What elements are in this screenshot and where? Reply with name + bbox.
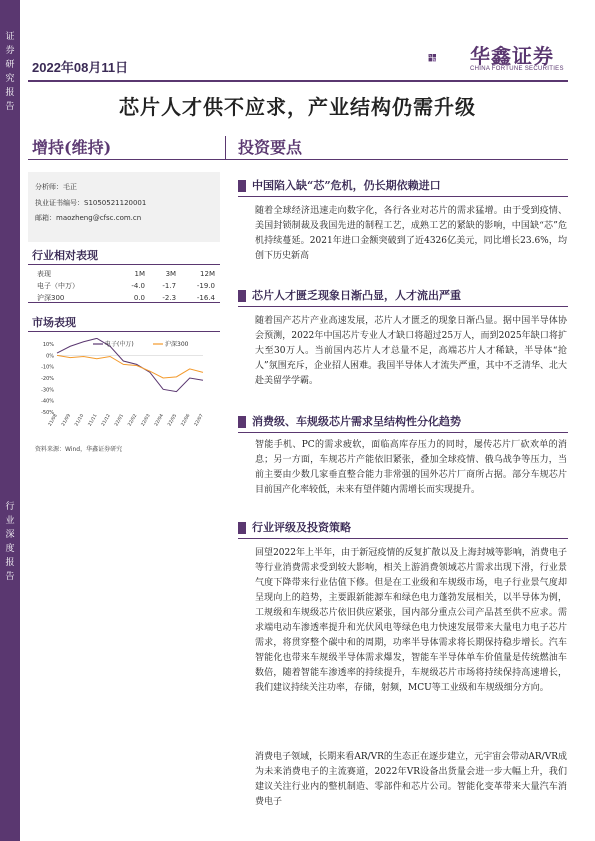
table-cell: 电子（中万） xyxy=(37,282,79,290)
rating: 增持(维持) xyxy=(32,138,112,157)
table-cell: 沪深300 xyxy=(37,294,65,302)
brand-subtitle: CHINA FORTUNE SECURITIES xyxy=(470,66,564,72)
column-divider xyxy=(225,136,226,160)
analyst-email: 邮箱：maozheng@cfsc.com.cn xyxy=(35,214,142,222)
section-body-2: 随着国产芯片产业高速发展，芯片人才匮乏的现象日渐凸显。据中国半导体协会预测，2022年中国芯片专业人才缺口将超过25万人，而到2025年缺口将扩大至30万人。当前国内芯片人才总量不足，高端芯片人才稀缺，半导体“抢人”氛围充斥，企业招人困难。我国半导体人才流失严重，其中不乏清华、北大赴美留学学霸。 xyxy=(255,316,567,386)
section-heading-2 xyxy=(238,286,568,306)
section-body-4: 回望2022年上半年，由于新冠疫情的反复扩散以及上海封城等影响，消费电子等行业消费需求受到较大影响，相关上游消费领域芯片需求出现下滑，行业景气度下降带来行业估值下修。但是在工业级和车规级市场，电子行业景气度却呈现向上的趋势，主要跟新能源车和绿色电力蓬勃发展相关，以半导体为例，工规级和车规级芯片依旧供应紧张，国内部分重点公司产品甚至供不应求。需求端电动车渗透率提升和光伏风电等绿色电力快速发展带来大量电力电子芯片需求，将贯穿整个碳中和的周期，功率半导体需求将长期保持稳步增长。汽车智能化也带来车规级半导体需求爆发，智能车半导体单车价值量是传统燃油车数倍，随着智能车渗透率的持续提升，车规级芯片市场将持续保持高速增长，我们建议持续关注功率，存储，射频，MCU等工业级和车规级细分方向。 xyxy=(255,548,567,693)
market-heading: 市场表现 xyxy=(32,316,76,329)
table-cell: 0.0 xyxy=(133,294,145,302)
y-tick-label: 10% xyxy=(42,342,54,348)
table-header-row xyxy=(35,268,217,280)
section-heading-1 xyxy=(238,176,568,196)
table-cell: -2.3 xyxy=(162,294,177,302)
bullet-square-icon xyxy=(238,522,246,534)
table-header: 12M xyxy=(200,270,215,278)
section-heading-text: 芯片人才匮乏现象日渐凸显，人才流出严重 xyxy=(252,289,461,302)
legend-label: 电子(中万) xyxy=(105,341,134,348)
relative-perf-heading: 行业相对表现 xyxy=(32,249,98,262)
section-heading-3 xyxy=(238,412,568,432)
table-cell: -1.7 xyxy=(162,282,177,290)
chart-source: 资料来源：Wind，华鑫证券研究 xyxy=(35,446,123,453)
section-body-4b: 消费电子领域，长期来看AR/VR的生态正在逐步建立，元宇宙会带动AR/VR成为未来消费电子的主流赛道，2022年VR设备出货量会进一步大幅上升，我们建议关注行业内的整机制造、零部件和芯片公司。智能化变革带来大量汽车消费电子 xyxy=(255,752,567,807)
y-tick-label: -10% xyxy=(41,364,54,371)
market-performance-chart xyxy=(33,338,223,428)
section-body-1: 随着全球经济迅速走向数字化，各行各业对芯片的需求猛增。由于受到疫情、美国封锁制裁及我国先进的制程工艺，成熟工艺的紧缺的影响，中国缺“芯”危机持续蔓延。2021年进口金额突破到了近4326亿美元，同比增长23.6%，均创下历史新高 xyxy=(255,206,567,261)
bullet-square-icon xyxy=(238,416,246,428)
legend-label: 沪深300 xyxy=(165,341,189,348)
y-tick-label: -40% xyxy=(41,398,54,405)
relative-perf-rule xyxy=(28,264,220,265)
section-underline xyxy=(238,432,568,433)
table-header: 3M xyxy=(165,270,177,278)
sidebar xyxy=(0,0,20,841)
section-heading-4 xyxy=(238,518,568,538)
report-title: 芯片人才供不应求，产业结构仍需升级 xyxy=(119,95,476,119)
table-row xyxy=(35,280,217,292)
x-tick-label: 22/07 xyxy=(193,413,205,428)
y-tick-label: 0% xyxy=(46,353,54,360)
x-tick-label: 21/09 xyxy=(61,413,73,428)
table-cell: -16.4 xyxy=(196,294,215,302)
table-header: 表现 xyxy=(37,270,51,278)
x-tick-label: 21/12 xyxy=(101,413,112,428)
table-bottom-rule xyxy=(28,302,220,303)
brand-logo-icon xyxy=(428,38,468,78)
x-tick-label: 22/05 xyxy=(167,413,179,428)
x-tick-label: 22/02 xyxy=(127,413,139,428)
x-tick-label: 21/10 xyxy=(74,413,86,428)
x-tick-label: 21/11 xyxy=(87,413,99,428)
x-tick-label: 21/08 xyxy=(47,413,59,428)
table-header: 1M xyxy=(134,270,145,278)
analyst-cert: 执业证书编号：S1050521120001 xyxy=(35,199,147,207)
y-tick-label: -50% xyxy=(41,410,54,416)
x-tick-label: 22/04 xyxy=(154,413,165,428)
x-tick-label: 22/06 xyxy=(180,413,192,428)
section-heading-text: 中国陷入缺“芯”危机，仍长期依赖进口 xyxy=(252,179,441,192)
table-cell: -4.0 xyxy=(131,282,145,290)
report-date: 2022年08月11日 xyxy=(32,60,129,75)
y-tick-label: -30% xyxy=(41,387,54,394)
market-rule xyxy=(28,331,220,332)
sidebar-top-label: 证 券 研 究 报 告 xyxy=(5,32,15,112)
table-cell: -19.0 xyxy=(196,282,215,290)
section-heading-text: 消费级、车规级芯片需求呈结构性分化趋势 xyxy=(252,415,461,428)
section-underline xyxy=(238,538,568,539)
brand-name: 华鑫证券 xyxy=(470,44,554,68)
relative-perf-table xyxy=(35,268,217,304)
bullet-square-icon xyxy=(238,180,246,192)
section-title: 投资要点 xyxy=(238,138,303,157)
header-divider xyxy=(28,80,568,82)
section-underline xyxy=(238,196,568,197)
bullet-square-icon xyxy=(238,290,246,302)
section-underline xyxy=(238,306,568,307)
x-tick-label: 22/03 xyxy=(140,413,152,428)
section-body-3: 智能手机、PC的需求疲软，面临高库存压力的同时，屡传芯片厂砍欢单的消息；另一方面，车规芯片产能依旧紧张，叠加全球疫情、俄乌战争等压力，当前主要由少数几家垂直整合能力非常强的国外芯片厂商所占据。部分车规芯片目前国产化率较低，未来有望伴随内需增长而实现提升。 xyxy=(255,440,567,495)
y-tick-label: -20% xyxy=(41,376,54,382)
sidebar-bottom-label: 行 业 深 度 报 告 xyxy=(5,502,15,582)
series-line-1 xyxy=(57,355,203,378)
section-heading-text: 行业评级及投资策略 xyxy=(252,521,351,534)
title-divider xyxy=(28,159,568,160)
analyst-name: 分析师：毛正 xyxy=(35,183,77,191)
x-tick-label: 22/01 xyxy=(114,413,126,428)
